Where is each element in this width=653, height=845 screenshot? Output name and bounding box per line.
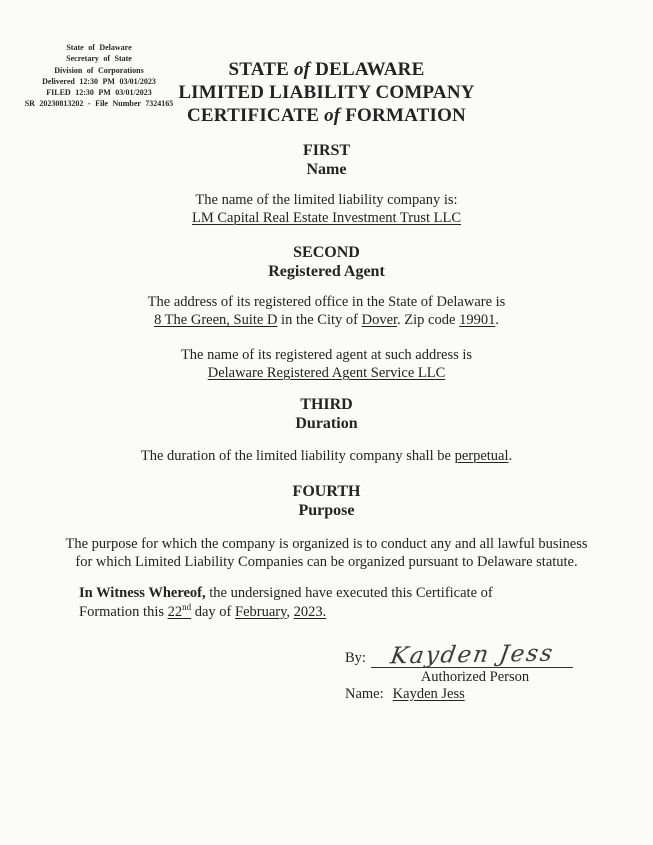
signer-name-row	[345, 686, 573, 703]
title-line-2: LIMITED LIABILITY COMPANY	[178, 82, 475, 103]
signature-row	[345, 640, 573, 670]
duration-value: perpetual	[454, 448, 509, 464]
signer-role: Authorized Person	[420, 669, 530, 685]
company-name-value: LM Capital Real Estate Investment Trust LLC	[191, 210, 462, 226]
handwritten-signature: Kayden Jess	[388, 640, 556, 670]
section-number: FOURTH	[292, 483, 361, 500]
section-heading-first	[0, 141, 653, 179]
ordinal-suffix: nd	[182, 601, 192, 612]
section-title: Purpose	[298, 502, 355, 519]
registered-agent-paragraph: The name of its registered agent at such address is Delaware Registered Agent Service LLC	[180, 347, 473, 381]
stamp-line: SR 20230813202 - File Number 7324165	[24, 99, 174, 109]
section-number: SECOND	[293, 244, 360, 261]
section-title: Registered Agent	[268, 263, 385, 280]
name-label: Name:	[345, 686, 384, 702]
title-line-1: STATE of DELAWARE	[228, 59, 425, 80]
section-number: THIRD	[300, 396, 353, 413]
section-heading-fourth	[0, 482, 653, 520]
by-label: By:	[345, 650, 366, 666]
title-line-3: CERTIFICATE of FORMATION	[187, 105, 466, 126]
duration-paragraph: The duration of the limited liability company shall be perpetual.	[140, 448, 513, 464]
purpose-paragraph: The purpose for which the company is organized is to conduct any and all lawful business for which Limited Liability Companies can be organized pursuant to Delaware statute.	[65, 536, 588, 570]
stamp-line: Division of Corporations	[54, 65, 144, 75]
stamp-line: FILED 12:30 PM 03/01/2023	[46, 88, 152, 98]
section-title: Name	[306, 161, 347, 178]
execution-year-value: 2023.	[293, 603, 327, 620]
execution-day-value: 22nd	[167, 601, 192, 620]
section-heading-second	[0, 243, 653, 281]
section-heading-third	[0, 395, 653, 433]
office-zip-value: 19901	[459, 312, 496, 328]
stamp-line: Delivered 12:30 PM 03/01/2023	[42, 76, 156, 86]
office-address-value: 8 The Green, Suite D	[154, 312, 278, 328]
office-city-value: Dover	[361, 312, 398, 328]
stamp-line: State of Delaware	[66, 43, 132, 52]
registered-office-paragraph: The address of its registered office in the State of Delaware is 8 The Green, Suite D in the City of Dover. Zip code 19901.	[147, 294, 506, 328]
agent-name-value: Delaware Registered Agent Service LLC	[207, 365, 446, 381]
signer-name-value: Kayden Jess	[392, 686, 465, 702]
filing-stamp	[18, 42, 180, 110]
witness-clause: In Witness Whereof, the undersigned have executed this Certificate of Formation this 22nd day of February, 2023.	[79, 585, 493, 620]
signature-line	[371, 640, 573, 670]
section-title: Duration	[295, 415, 358, 432]
company-name-paragraph: The name of the limited liability company is: LM Capital Real Estate Investment Trust LLC	[191, 192, 462, 226]
execution-month-value: February	[235, 603, 287, 620]
signature-block	[345, 640, 573, 703]
witness-lead: In Witness Whereof,	[79, 585, 206, 601]
section-number: FIRST	[302, 142, 351, 159]
stamp-line: Secretary of State	[66, 54, 132, 64]
